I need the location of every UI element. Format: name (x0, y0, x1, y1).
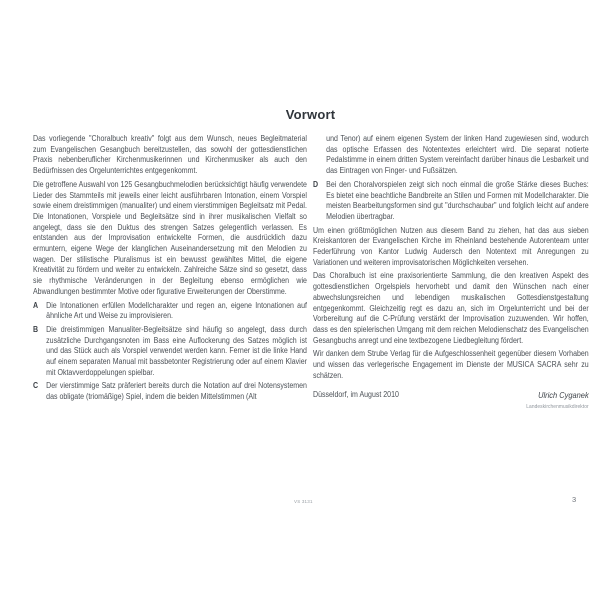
list-item-c (33, 381, 307, 402)
list-item-d (313, 180, 589, 223)
page-title: Vorwort (285, 107, 336, 122)
thanks-paragraph: Wir danken dem Strube Verlag für die Aufgeschlossenheit gegenüber diesem Vorhaben und wissen das verlegerische Engagement im Dienste der MUSICA SACRA sehr zu schätzen. (313, 349, 589, 380)
item-letter: B (33, 324, 39, 334)
item-letter-spacer (313, 134, 326, 177)
list-item-c-continuation (313, 134, 589, 177)
signature-role: Landeskirchenmusikdirektor (526, 404, 589, 411)
item-text: Die Intonationen erfüllen Modellcharakter und regen an, eigene Intonationen auf ähnliche Art und Weise zu improvisieren. (46, 300, 307, 321)
item-text: Bei den Choralvorspielen zeigt sich noch einmal die große Stärke dieses Buches: Es bietet eine beachtliche Bandbreite an Stilen und Formen mit Modellcharakter. Die meisten Bearbeitungsformen sind gut "durchschaubar" und folglich leicht auf andere Melodien übertragbar. (326, 179, 589, 221)
selection-paragraph: Die getroffene Auswahl von 125 Gesangbuchmelodien berücksichtigt häufig verwendete Lieder des Stammteils mit jeweils einer leicht ausführbaren Intonation, einem Vorspiel sowie einem dreistimmigen (manualiter) und einem vierstimmigen Begleitsatz mit Pedal. Die Intonationen, Vorspiele und Begleitsätze sind in ihrer musikalischen Vielfalt so angelegt, dass sie den Duktus des strengen Satzes gelegentlich verlassen. Es entstanden aus der Improvisation entwickelte Formen, die ausdrücklich dazu ermuntern, eigene Wege der klanglichen Auseinandersetzung mit den Melodien zu wagen. Der stilistische Pluralismus ist ein bewusst gewähltes Mittel, die eigene Kreativität zu fördern und weiter zu entwickeln. Zahlreiche Sätze sind so gesetzt, dass sie rhythmische Veränderungen in der Begleitung ebenso ermöglichen wie Abwandlungen bestimmter Motive oder figurative Erweiterungen der Oberstimme. (33, 179, 307, 296)
item-letter: A (33, 300, 39, 310)
item-text: Die dreistimmigen Manualiter-Begleitsätze sind häufig so angelegt, dass durch zusätzliche Durchgangsnoten im Bass eine Auflockerung des Satzes möglich ist und das Stück auch als Vorspiel verwendet werden kann. Ferner ist die linke Hand auf einem separaten Manual mit bassbetonter Registrierung oder auf einem Klavier mit Oktavverdoppelungen spielbar. (46, 324, 307, 377)
item-text: und Tenor) auf einem eigenen System der linken Hand zugewiesen sind, wodurch das optische Erfassen des Notentextes erleichtert wird. Die separat notierte Pedalstimme in einem dritten System vereinfacht darüber hinaus die Lesbarkeit und das Eintragen von Finger- und Fußsätzen. (326, 134, 589, 176)
item-letter: D (313, 179, 319, 189)
list-item-b (33, 325, 307, 379)
page-number: 3 (572, 495, 577, 504)
authors-paragraph: Um einen größtmöglichen Nutzen aus diesem Band zu ziehen, hat das aus sieben Kreiskantoren der Evangelischen Kirche im Rheinland bestehende Autorenteam unter Federführung von Kantor Ludwig Audersch den Notentext mit Anregungen zu Variationen und weiteren improvisatorischen Möglichkeiten versehen. (313, 225, 589, 267)
left-column (33, 134, 307, 406)
intro-paragraph: Das vorliegende "Choralbuch kreativ" folgt aus dem Wunsch, neues Begleitmaterial zum Evangelischen Gesangbuch bereitzustellen, das sowohl der gottesdienstlichen Praxis nebenberuflicher Kirchenmusikerinnen und Kirchenmusiker als auch den Bedürfnissen des Orgelunterrichtes entgegenkommt. (33, 134, 307, 176)
list-item-a (33, 301, 307, 322)
signature-row (313, 390, 589, 412)
right-column (313, 134, 589, 413)
item-letter: C (33, 381, 39, 391)
item-text: Der vierstimmige Satz präferiert bereits durch die Notation auf drei Notensystemen das obligate (triomäßige) Spiel, indem die beiden Mittelstimmen (Alt (46, 381, 307, 402)
edition-number: VS 3131 (294, 499, 313, 504)
signature-block (526, 390, 588, 412)
signature-name: Ulrich Cyganek (538, 390, 589, 401)
purpose-paragraph: Das Choralbuch ist eine praxisorientierte Sammlung, die den kreativen Aspekt des gottesdienstlichen Orgelspiels hervorhebt und damit den Wünschen nach einer abwechslungsreichen und lebendigen musikalischen Gottesdienstgestaltung entgegenkommt. Gleichzeitig regt es dazu an, sich im Orgelunterricht und bei der Vorbereitung auf die C-Prüfung verstärkt der Improvisation zuzuwenden. Wir hoffen, dass es den spielerischen Umgang mit dem reichen Melodienschatz des Evangelischen Gesangbuchs anregt und eine textbezogene Liedbegleitung fördert. (313, 271, 589, 345)
dateline: Düsseldorf, im August 2010 (313, 390, 399, 400)
